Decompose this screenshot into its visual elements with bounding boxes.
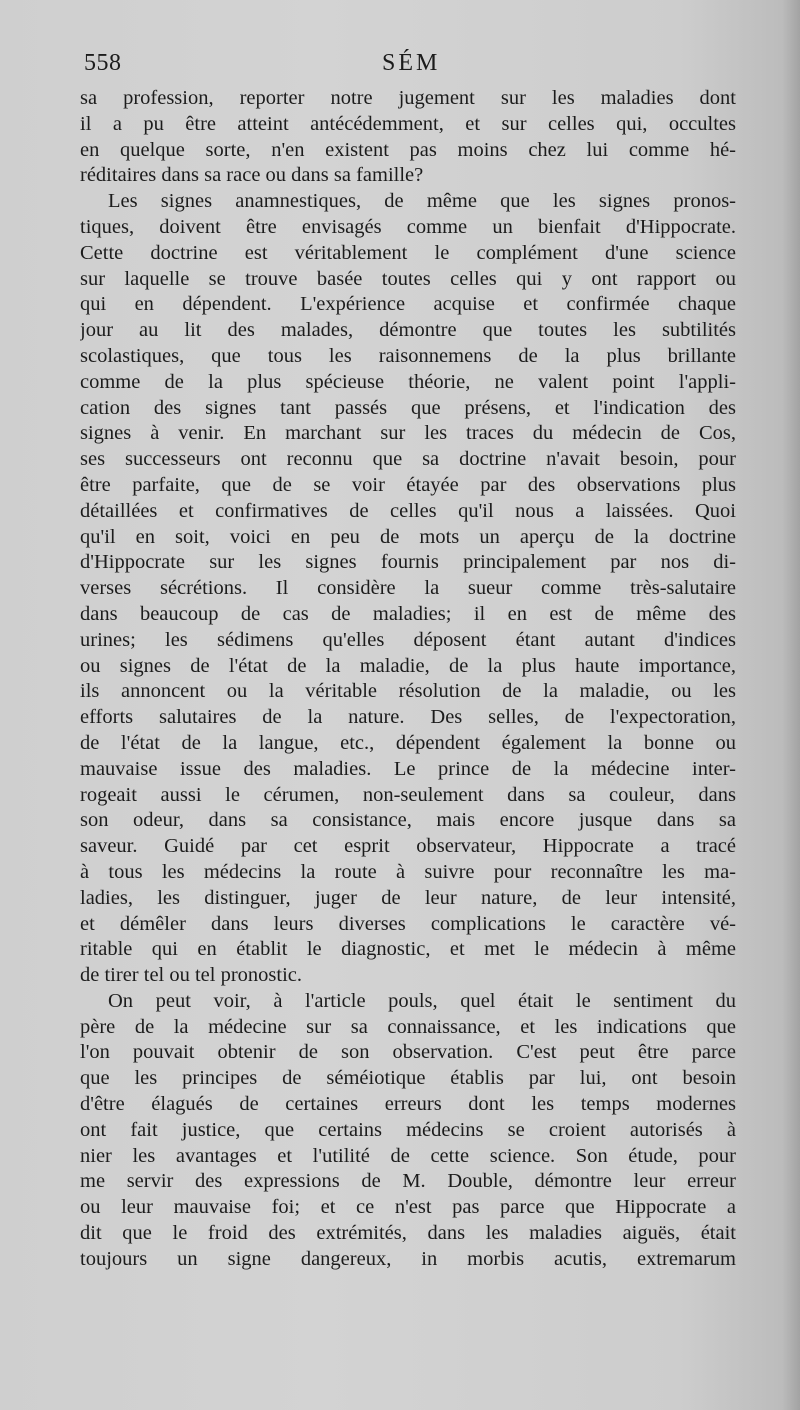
text-line: rogeait aussi le cérumen, non-seulement dans sa couleur, dans: [80, 783, 736, 806]
text-line: verses sécrétions. Il considère la sueur comme très-salutaire: [80, 577, 736, 600]
text-line: l'on pouvait obtenir de son observation. C'est peut être parce: [80, 1041, 736, 1064]
text-line: jour au lit des malades, démontre que toutes les subtilités: [80, 319, 736, 342]
text-line: ou signes de l'état de la maladie, de la plus haute importance,: [80, 654, 736, 677]
text-line: Les signes anamnestiques, de même que les signes pronos-: [108, 190, 736, 213]
text-line: que les principes de séméiotique établis par lui, ont besoin: [80, 1067, 736, 1090]
text-line: tiques, doivent être envisagés comme un bienfait d'Hippocrate.: [80, 215, 736, 238]
text-line: il a pu être atteint antécédemment, et sur celles qui, occultes: [80, 112, 736, 135]
text-line: détaillées et confirmatives de celles qu'il nous a laissées. Quoi: [80, 499, 736, 522]
text-line: de l'état de la langue, etc., dépendent également la bonne ou: [80, 731, 736, 754]
text-line: ritable qui en établit le diagnostic, et met le médecin à même: [80, 938, 736, 961]
text-line: signes à venir. En marchant sur les traces du médecin de Cos,: [80, 422, 736, 445]
text-line: Cette doctrine est véritablement le complément d'une science: [80, 241, 736, 264]
text-line: cation des signes tant passés que présens, et l'indication des: [80, 396, 736, 419]
text-line: urines; les sédimens qu'elles déposent étant autant d'indices: [80, 628, 736, 651]
text-line: père de la médecine sur sa connaissance, et les indications que: [80, 1015, 736, 1038]
text-line: ses successeurs ont reconnu que sa doctrine n'avait besoin, pour: [80, 448, 736, 471]
text-line: dit que le froid des extrémités, dans les maladies aiguës, était: [80, 1222, 736, 1245]
text-line: de tirer tel ou tel pronostic.: [80, 964, 303, 987]
text-line: en quelque sorte, n'en existent pas moins chez lui comme hé-: [80, 138, 736, 161]
text-line: comme de la plus spécieuse théorie, ne valent point l'appli-: [80, 370, 736, 393]
text-line: ils annoncent ou la véritable résolution de la maladie, ou les: [80, 680, 736, 703]
page-header: [84, 50, 734, 84]
text-line: toujours un signe dangereux, in morbis acutis, extremarum: [80, 1247, 736, 1270]
text-line: saveur. Guidé par cet esprit observateur, Hippocrate a tracé: [80, 835, 736, 858]
text-line: à tous les médecins la route à suivre pour reconnaître les ma-: [80, 860, 736, 883]
text-line: On peut voir, à l'article pouls, quel était le sentiment du: [108, 989, 736, 1012]
text-line: qui en dépendent. L'expérience acquise et confirmée chaque: [80, 293, 736, 316]
text-line: ou leur mauvaise foi; et ce n'est pas parce que Hippocrate a: [80, 1196, 736, 1219]
text-line: sa profession, reporter notre jugement sur les maladies dont: [80, 87, 736, 109]
text-line: mauvaise issue des maladies. Le prince de la médecine inter-: [80, 757, 736, 780]
text-line: d'Hippocrate sur les signes fournis principalement par nos di-: [80, 551, 736, 574]
body-text: [80, 86, 736, 1273]
page-number: 558: [84, 50, 122, 76]
running-head: SÉM: [382, 50, 441, 76]
text-line: ont fait justice, que certains médecins se croient autorisés à: [80, 1118, 736, 1141]
text-line: son odeur, dans sa consistance, mais encore jusque dans sa: [80, 809, 736, 832]
text-line: efforts salutaires de la nature. Des selles, de l'expectoration,: [80, 706, 736, 729]
text-line: dans beaucoup de cas de maladies; il en est de même des: [80, 602, 736, 625]
text-line: qu'il en soit, voici en peu de mots un aperçu de la doctrine: [80, 525, 736, 548]
page-edge-shadow: [782, 0, 800, 1410]
text-line: et démêler dans leurs diverses complications le caractère vé-: [80, 912, 736, 935]
text-line: sur laquelle se trouve basée toutes celles qui y ont rapport ou: [80, 267, 736, 290]
text-line: réditaires dans sa race ou dans sa famille?: [80, 164, 424, 187]
text-line: nier les avantages et l'utilité de cette science. Son étude, pour: [80, 1144, 736, 1167]
text-line: d'être élagués de certaines erreurs dont les temps modernes: [80, 1093, 736, 1116]
text-line: ladies, les distinguer, juger de leur nature, de leur intensité,: [80, 886, 736, 909]
text-line: scolastiques, que tous les raisonnemens de la plus brillante: [80, 344, 736, 367]
text-line: me servir des expressions de M. Double, démontre leur erreur: [80, 1170, 736, 1193]
text-line: être parfaite, que de se voir étayée par des observations plus: [80, 473, 736, 496]
